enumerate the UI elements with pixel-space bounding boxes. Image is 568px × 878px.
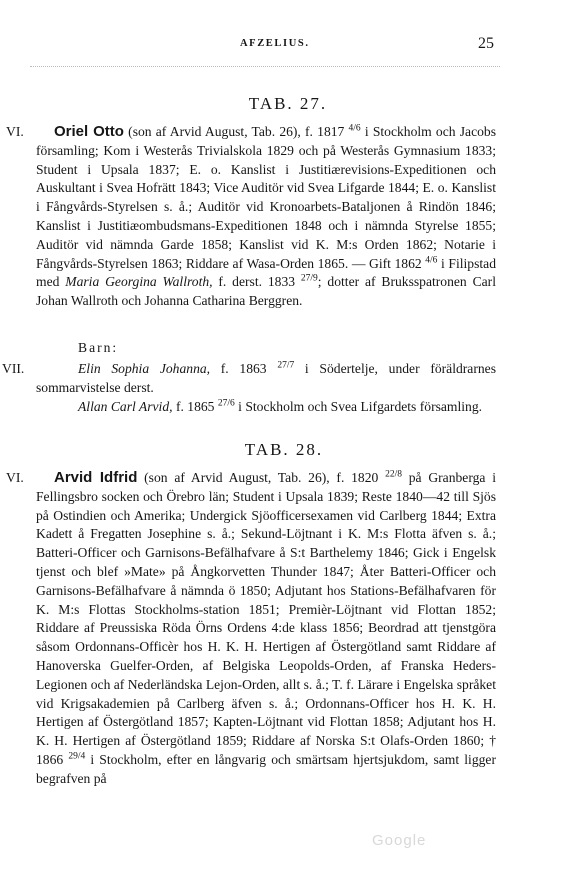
date-fraction: 22/8 <box>385 469 402 480</box>
running-head <box>0 35 568 58</box>
date-fraction: 4/6 <box>348 123 361 134</box>
children-list <box>2 360 496 416</box>
tab-27-heading: TAB. 27. <box>248 94 328 113</box>
child-name: Allan Carl Arvid, <box>78 398 173 414</box>
entry-text: (son af Arvid August, Tab. 26), f. 1817 <box>123 124 349 139</box>
entry-text: f. 1863 <box>210 361 278 376</box>
entry-text: (son af Arvid August, Tab. 26), f. 1820 <box>137 470 386 485</box>
entry-text: i Filipstad med <box>36 255 496 290</box>
entry-text: i Stockholm och Svea Lifgardets församling. <box>234 398 483 414</box>
date-fraction: 29/4 <box>68 751 86 762</box>
date-fraction: 27/9 <box>300 273 318 284</box>
person-name: Arvid Idfrid <box>54 469 138 486</box>
tab-28-heading: TAB. 28. <box>244 440 324 459</box>
children-heading: Barn: <box>78 340 119 355</box>
scan-watermark: Google <box>372 832 427 849</box>
child-entry <box>36 398 496 417</box>
entry-text: i Stockholm, efter en långvarig och smärtsam hjertsjukdom, samt ligger begrafven på <box>36 751 496 786</box>
header-rule <box>30 66 500 67</box>
child-name: Elin Sophia Johanna, <box>78 361 211 376</box>
running-title: AFZELIUS. <box>240 38 310 49</box>
entry-text: f. derst. 1833 <box>212 274 301 290</box>
generation-numeral: VI. <box>6 124 24 139</box>
entry-text: på Granberga i Fellingsbro socken och Örebro län; Student i Upsala 1839; Reste 1840—42 till Sjös på Ostindien och Amerika; Undergick Sjöofficersexamen vid Carlberg 1844; Extra Kadett å Fregatten Josephine s. å.; Sekund-Löjtnant i K. M:s Flotta äfven s. å.; Batteri-Officer och Garnisons-Befälhafvare å S:t Barthelemy 1846; Gick i Engelsk tjenst och blef »Mate» på Ångkorvetten Thunder 1847; Åter Batteri-Officer och Garnisons-Befälhafvare å nämnda ö 1850; Adjutant hos Stations-Befälhafvaren för K. M:s Flottas Stockholms-station 1851; Premièr-Löjtnant vid Flottan 1852; Riddare af Preussiska Röda Örns Ordens 4:de klass 1856; Beordrad att tjenstgöra såsom Ordonnans-Officèr hos H. K. H. Hertigen af Östergötland samt Riddare af Hanoverska Guelfer-Orden, af Belgiska Leopolds-Orden, af Franska Heders-Legionen och af Nederländska Lejon-Orden, allt s. å.; T. f. Lärare i Engelska språket vid Krigsakademien på Carlberg äfven s. å.; Ordonnans-Officer hos H. K. H. Hertigen af Östergötland 1857; Kapten-Löjtnant vid Flottan 1858; Adjutant hos H. K. H. Hertigen af Östergötland 1859; Riddare af Norska S:t Olafs-Orden 1860; † 1866 <box>36 470 496 767</box>
entry-oriel-otto <box>6 123 496 311</box>
child-entry <box>2 360 496 398</box>
date-fraction: 27/6 <box>217 398 235 409</box>
generation-numeral: VI. <box>6 470 24 485</box>
entry-text: ; dotter af Bruksspatronen Carl Johan Wallroth och Johanna Catharina Berggren. <box>36 274 496 309</box>
entry-text: i Stockholm och Jacobs församling; Kom i Westerås Trivialskola 1829 och på Westerås Gymnasium 1833; Student i Upsala 1837; E. o. Kanslist i Justitiærevisions-Expeditionen och Auskultant i Svea Hofrätt 1843; Vice Auditör vid Svea Lifgarde 1844; E. o. Kanslist i Fångvårds-Styrelsen s. å.; Auditör vid Kronoarbets-Bataljonen å Rindön 1846; Kanslist i Justitiæombudsmans-Expeditionen 1848 och i nämnda Styrelse 1855; Auditör vid nämnda Garde 1858; Kanslist vid K. M:s Orden 1862; Notarie i Fångvårds-Styrelsen 1863; Riddare af Wasa-Orden 1865. — Gift 1862 <box>36 124 496 271</box>
entry-text: f. 1865 <box>172 398 218 414</box>
entry-arvid-idfrid <box>6 469 496 789</box>
generation-numeral: VII. <box>2 361 25 376</box>
page-number: 25 <box>478 35 494 52</box>
spouse-name: Maria Georgina Wallroth, <box>65 274 213 290</box>
date-fraction: 27/7 <box>277 360 295 371</box>
date-fraction: 4/6 <box>425 255 438 266</box>
entry-text: i Södertelje, under föräldrarnes sommarvistelse derst. <box>36 361 496 395</box>
person-name: Oriel Otto <box>54 123 124 140</box>
